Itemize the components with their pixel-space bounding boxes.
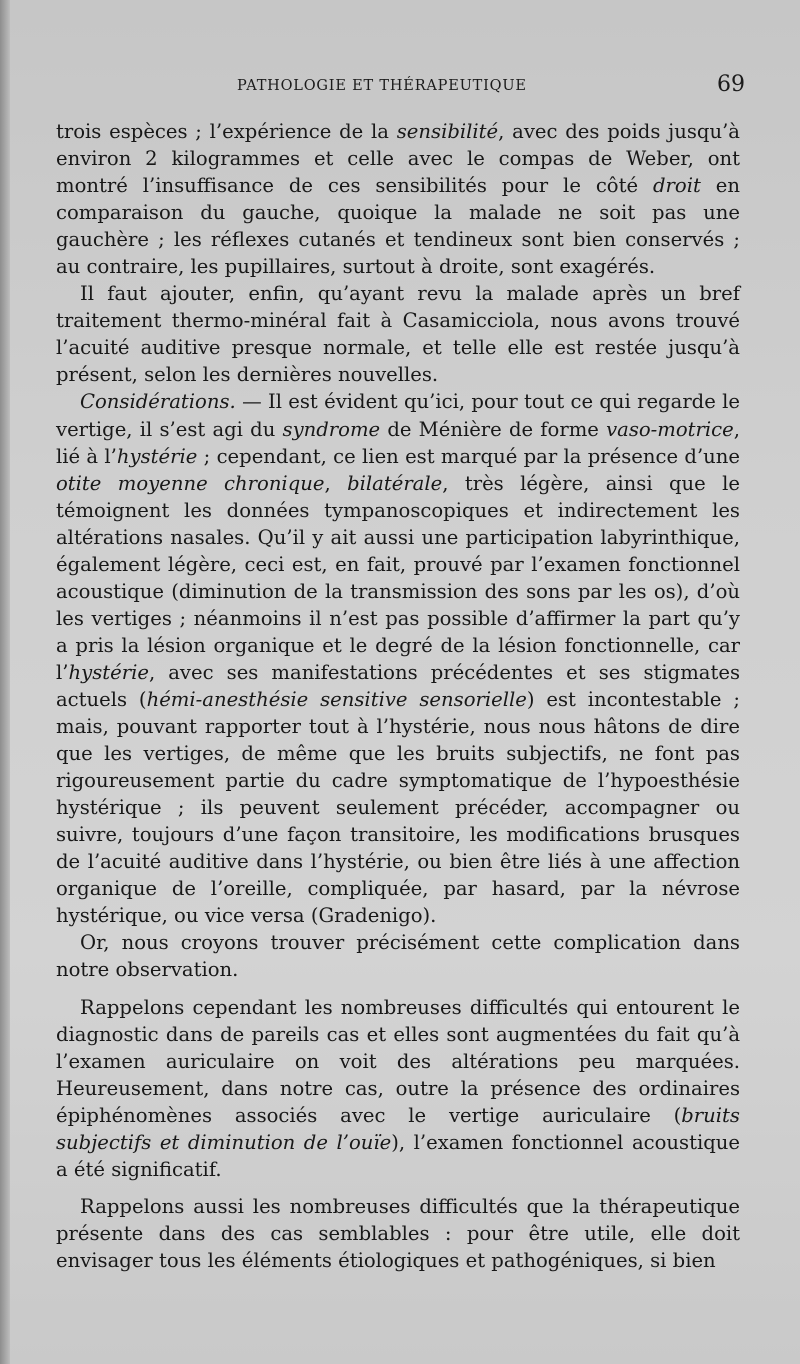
text-run: Il faut ajouter, enfin, qu’ayant revu la malade après un bref traitement thermo-minéral fait à Casamicciola, nous avons trouvé l’acuité auditive presque normale, et telle elle est restée jusqu’à présent, selon les dernières nouvelles. <box>56 282 740 387</box>
paragraph <box>56 388 740 929</box>
text-run: trois espèces ; l’expérience de la <box>56 120 397 143</box>
paragraph <box>56 118 740 280</box>
italic-text: otite moyenne chronique <box>56 471 325 495</box>
italic-text: hystérie <box>68 660 149 684</box>
text-run: , lié à l’ <box>56 417 740 468</box>
paragraph <box>56 994 740 1183</box>
text-run: , avec ses manifestations précédentes et ses stigmates actuels ( <box>56 660 740 711</box>
italic-text: Considérations. <box>80 390 236 414</box>
italic-text: droit <box>653 174 701 198</box>
italic-text: hystérie <box>116 444 198 468</box>
text-run: ; cependant, ce lien est marqué par la présence d’une <box>197 444 741 468</box>
paragraph <box>56 1193 740 1274</box>
text-run: Or, nous croyons trouver précisément cette complication dans notre observation. <box>56 931 740 982</box>
paragraph <box>56 929 740 983</box>
italic-text: bruits subjectifs et diminution de l’ouïe <box>56 1103 740 1154</box>
italic-text: bilatérale <box>347 471 443 495</box>
text-run: ), l’examen fonctionnel acoustique a été significatif. <box>56 1130 740 1181</box>
running-head: PATHOLOGIE ET THÉRAPEUTIQUE <box>237 78 527 94</box>
text-run: en comparaison du gauche, quoique la malade ne soit pas une gauchère ; les réflexes cutanés et tendineux sont bien conservés ; au contraire, les pupillaires, surtout à droite, sont exagérés. <box>56 174 740 279</box>
italic-text: hémi-anesthésie sensitive sensorielle <box>146 687 527 711</box>
italic-text: sensibilité <box>396 120 499 143</box>
text-run: Rappelons aussi les nombreuses difficultés que la thérapeutique présente dans des cas semblables : pour être utile, elle doit envisager tous les éléments étiologiques et pathogéniques, si bien <box>56 1194 740 1272</box>
italic-text: syndrome <box>282 417 381 441</box>
italic-text: vaso-motrice <box>606 417 734 441</box>
page-edge-shadow <box>0 0 10 1364</box>
paragraph <box>56 280 740 388</box>
body-text <box>56 118 740 1274</box>
text-run: de Ménière de forme <box>380 417 607 441</box>
page-header <box>55 72 745 98</box>
page-number: 69 <box>717 72 745 97</box>
text-run: — Il est évident qu’ici, pour tout ce qui regarde le vertige, il s’est agi du <box>56 390 740 441</box>
text-run: , très légère, ainsi que le témoignent les données tympanoscopiques et indirectement les altérations nasales. Qu’il y ait aussi une participation labyrinthique, également légère, ceci est, en fait, prouvé par l’examen fonctionnel acoustique (diminution de la transmission des sons par les os), d’où les vertiges ; néanmoins il n’est pas possible d’affirmer la part qu’y a pris la lésion organique et le degré de la lésion fonctionnelle, car l’ <box>56 471 740 684</box>
text-run: Rappelons cependant les nombreuses difficultés qui entourent le diagnostic dans de pareils cas et elles sont augmentées du fait qu’à l’examen auriculaire on voit des altérations peu marquées. Heureusement, dans notre cas, outre la présence des ordinaires épiphénomènes associés avec le vertige auriculaire ( <box>56 995 740 1127</box>
text-run: , avec des poids jusqu’à environ 2 kilogrammes et celle avec le compas de Weber, ont montré l’insuffisance de ces sensibilités pour le côté <box>56 120 740 198</box>
text-run: , <box>324 471 348 495</box>
text-run: ) est incontestable ; mais, pouvant rapporter tout à l’hystérie, nous nous hâtons de dire que les vertiges, de même que les bruits subjectifs, ne font pas rigoureusement partie du cadre symptomatique de l’hypoesthésie hystérique ; ils peuvent seulement précéder, accompagner ou suivre, toujours d’une façon transitoire, les modifications brusques de l’acuité auditive dans l’hystérie, ou bien être liés à une affection organique de l’oreille, compliquée, par hasard, par la névrose hystérique, ou vice versa (Gradenigo). <box>56 687 740 928</box>
